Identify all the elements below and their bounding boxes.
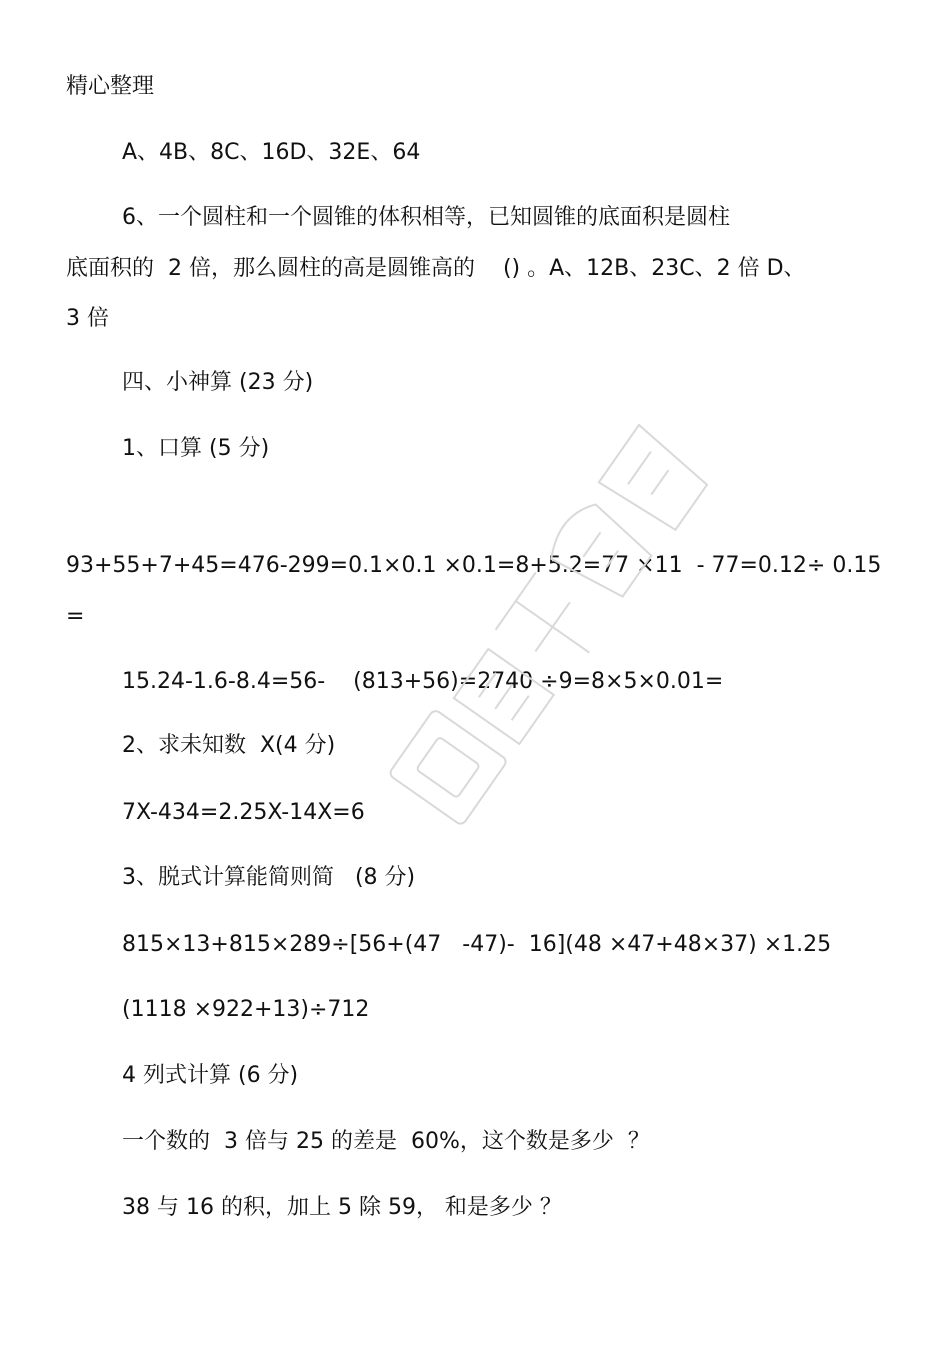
subsection-heading: 3、脱式计算能简则简 (8 分)	[122, 865, 416, 890]
text-line: 一个数的 3 倍与 25 的差是 60%，这个数是多少 ？	[122, 1129, 650, 1154]
text-line: 38 与 16 的积，加上 5 除 59， 和是多少 ？	[122, 1195, 562, 1220]
text-line: 3 倍	[66, 306, 109, 331]
text-line: =	[66, 604, 85, 629]
page-header: 精心整理	[66, 74, 155, 99]
text-line: A、4B、8C、16D、32E、64	[122, 140, 421, 165]
text-line: (1118 ×922+13)÷712	[122, 997, 370, 1022]
watermark-logo-icon	[340, 360, 820, 920]
text-line: 815×13+815×289÷[56+(47 -47)- 16](48 ×47+48×37) ×1.25	[122, 932, 832, 957]
subsection-heading: 2、求未知数 X(4 分)	[122, 733, 336, 758]
text-line: 7X-434=2.25X-14X=6	[122, 800, 365, 825]
section-heading: 四、小神算 (23 分)	[122, 370, 314, 395]
text-line: 6、一个圆柱和一个圆锥的体积相等，已知圆锥的底面积是圆柱	[122, 205, 730, 230]
subsection-heading: 1、口算 (5 分)	[122, 436, 270, 461]
text-line: 15.24-1.6-8.4=56- (813+56)=2740 ÷9=8×5×0.01=	[122, 669, 724, 694]
text-line: 93+55+7+45=476-299=0.1×0.1 ×0.1=8+5.2=77 ×11 - 77=0.12÷ 0.15	[66, 553, 882, 578]
subsection-heading: 4 列式计算 (6 分)	[122, 1063, 299, 1088]
text-line: 底面积的 2 倍，那么圆柱的高是圆锥高的 () 。A、12B、23C、2 倍 D、	[66, 256, 806, 281]
